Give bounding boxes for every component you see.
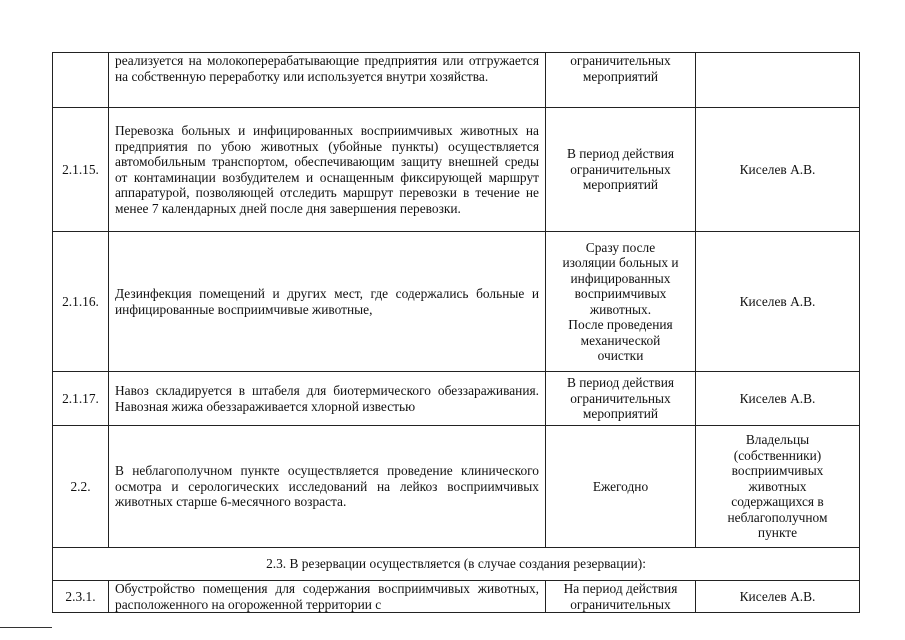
responsible-cell — [696, 372, 860, 426]
period-line: инфицированных — [570, 270, 671, 286]
table-row — [53, 53, 860, 108]
measure-text: Перевозка больных и инфицированных восприимчивых животных на предприятия по убою животных (убойные пункты) осуществляется автомобильным транспортом, обеспечивающим защиту внешней среды от контаминации возбудителем и оснащенным фиксирующей маршрут аппаратурой, позволяющей отследить маршрут перевозки в течение не менее 7 календарных дней после дня завершения перевозки. — [109, 108, 546, 232]
row-number: 2.1.16. — [53, 232, 109, 372]
responsible-line: Владельцы — [745, 432, 810, 448]
responsible-cell — [696, 581, 860, 613]
period-line: изоляции больных и — [562, 255, 679, 270]
measure-text: Дезинфекция помещений и других мест, где содержались больные и инфицированные восприимчивые животные, — [109, 232, 546, 372]
period-cell — [546, 108, 696, 232]
responsible-line: неблагополучном — [727, 509, 828, 525]
period-line: На период действия — [563, 581, 678, 596]
responsible-line: Киселев А.В. — [739, 293, 816, 309]
period-line: очистки — [597, 348, 644, 363]
period-line: В период действия — [566, 375, 675, 391]
period-line: мероприятий — [582, 177, 659, 193]
table-row — [53, 372, 860, 426]
responsible-line: животных — [748, 478, 807, 494]
row-number — [53, 53, 109, 108]
responsible-line: содержащихся в — [731, 494, 824, 510]
period-line: восприимчивых — [574, 286, 667, 301]
period-line: мероприятий — [582, 68, 659, 84]
period-line: животных. — [589, 301, 652, 317]
table-row — [53, 108, 860, 232]
table-row — [53, 426, 860, 548]
row-number: 2.1.15. — [53, 108, 109, 232]
responsible-line: (собственники) — [733, 447, 822, 463]
period-cell — [546, 426, 696, 548]
responsible-line: Киселев А.В. — [739, 588, 816, 604]
responsible-line: Киселев А.В. — [739, 390, 816, 406]
responsible-cell — [696, 53, 860, 108]
responsible-line: пункте — [757, 525, 798, 541]
footnote-divider — [0, 627, 52, 628]
measure-text: Навоз складируется в штабеля для биотермического обеззараживания. Навозная жижа обеззараживается хлорной известью — [109, 372, 546, 426]
period-cell — [546, 232, 696, 372]
section-header: 2.3. В резервации осуществляется (в случае создания резервации): — [53, 548, 860, 581]
period-line: мероприятий — [582, 406, 659, 422]
row-number: 2.3.1. — [53, 581, 109, 613]
section-header-row — [53, 548, 860, 581]
period-cell — [546, 372, 696, 426]
period-line: ограничительных — [570, 161, 671, 177]
period-cell — [546, 53, 696, 108]
period-line: После проведения — [568, 317, 673, 332]
row-number: 2.2. — [53, 426, 109, 548]
table-row — [53, 232, 860, 372]
measure-text: В неблагополучном пункте осуществляется проведение клинического осмотра и серологических исследований на лейкоз восприимчивых животных старше 6-месячного возраста. — [109, 426, 546, 548]
row-number: 2.1.17. — [53, 372, 109, 426]
measure-text: Обустройство помещения для содержания восприимчивых животных, расположенного на огороженной территории с — [109, 581, 546, 613]
measures-table — [52, 52, 860, 613]
responsible-cell — [696, 108, 860, 232]
period-line: ограничительных — [570, 53, 671, 68]
measure-text: реализуется на молокоперерабатывающие предприятия или отгружается на собственную переработку или используется внутри хозяйства. — [109, 53, 546, 108]
responsible-cell — [696, 232, 860, 372]
period-line: ограничительных — [570, 390, 671, 406]
table-row — [53, 581, 860, 613]
period-cell — [546, 581, 696, 613]
period-line: Сразу после — [585, 239, 656, 255]
responsible-line: восприимчивых — [731, 463, 824, 479]
period-line: В период действия — [566, 146, 675, 162]
responsible-line: Киселев А.В. — [739, 161, 816, 177]
period-line: ограничительных — [570, 596, 671, 612]
period-line: механической — [580, 332, 661, 348]
period-line: Ежегодно — [592, 478, 649, 494]
responsible-cell — [696, 426, 860, 548]
